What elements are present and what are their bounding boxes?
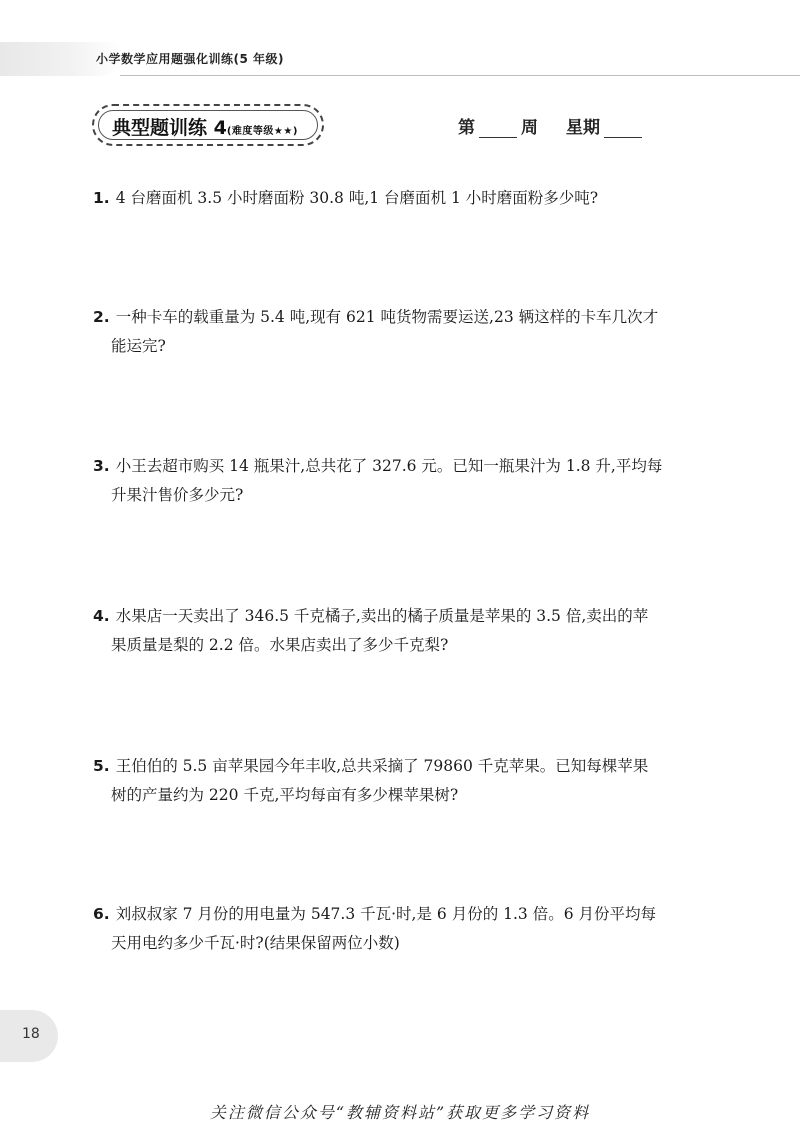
question-text: 4 台磨面机 3.5 小时磨面粉 30.8 吨,1 台磨面机 1 小时磨面粉多少吨? xyxy=(115,189,599,207)
difficulty-label: (难度等级★★) xyxy=(226,126,298,137)
question-text-continued: 果质量是梨的 2.2 倍。水果店卖出了多少千克梨? xyxy=(111,636,449,654)
question-2 xyxy=(93,303,723,361)
week-day-fields xyxy=(458,113,642,138)
question-text: 水果店一天卖出了 346.5 千克橘子,卖出的橘子质量是苹果的 3.5 倍,卖出的苹 xyxy=(115,607,649,625)
day-label: 星期 xyxy=(566,118,600,138)
question-4 xyxy=(93,602,723,660)
question-text: 小王去超市购买 14 瓶果汁,总共花了 327.6 元。已知一瓶果汁为 1.8 升,平均每 xyxy=(115,457,663,475)
question-text-continued: 天用电约多少千瓦·时?(结果保留两位小数) xyxy=(111,934,400,952)
section-title-box xyxy=(92,104,324,146)
question-number: 6. xyxy=(93,905,110,923)
question-text: 刘叔叔家 7 月份的用电量为 547.3 千瓦·时,是 6 月份的 1.3 倍。6 月份平均每 xyxy=(115,905,656,923)
question-text: 一种卡车的载重量为 5.4 吨,现有 621 吨货物需要运送,23 辆这样的卡车几次才 xyxy=(115,308,659,326)
page-number-tab xyxy=(0,1010,58,1062)
question-number: 2. xyxy=(93,308,110,326)
question-text-continued: 升果汁售价多少元? xyxy=(111,486,244,504)
footer-note: 关注微信公众号“教辅资料站”获取更多学习资料 xyxy=(209,1103,591,1122)
question-number: 4. xyxy=(93,607,110,625)
question-6 xyxy=(93,900,723,958)
question-3 xyxy=(93,452,723,510)
day-blank[interactable] xyxy=(604,119,642,138)
question-5 xyxy=(93,752,723,810)
question-1 xyxy=(93,184,723,213)
header-divider xyxy=(120,75,800,76)
question-text-continued: 树的产量约为 220 千克,平均每亩有多少棵苹果树? xyxy=(111,786,459,804)
running-header xyxy=(0,42,800,76)
section-title xyxy=(112,113,298,140)
week-prefix: 第 xyxy=(458,118,475,138)
book-title: 小学数学应用题强化训练(5 年级) xyxy=(96,52,284,66)
question-number: 5. xyxy=(93,757,110,775)
question-number: 3. xyxy=(93,457,110,475)
section-title-text: 典型题训练 4 xyxy=(112,117,227,139)
question-text-continued: 能运完? xyxy=(111,337,166,355)
week-suffix: 周 xyxy=(521,118,538,138)
question-text: 王伯伯的 5.5 亩苹果园今年丰收,总共采摘了 79860 千克苹果。已知每棵苹果 xyxy=(115,757,649,775)
page-number: 18 xyxy=(22,1026,40,1042)
question-number: 1. xyxy=(93,189,110,207)
week-blank[interactable] xyxy=(479,119,517,138)
